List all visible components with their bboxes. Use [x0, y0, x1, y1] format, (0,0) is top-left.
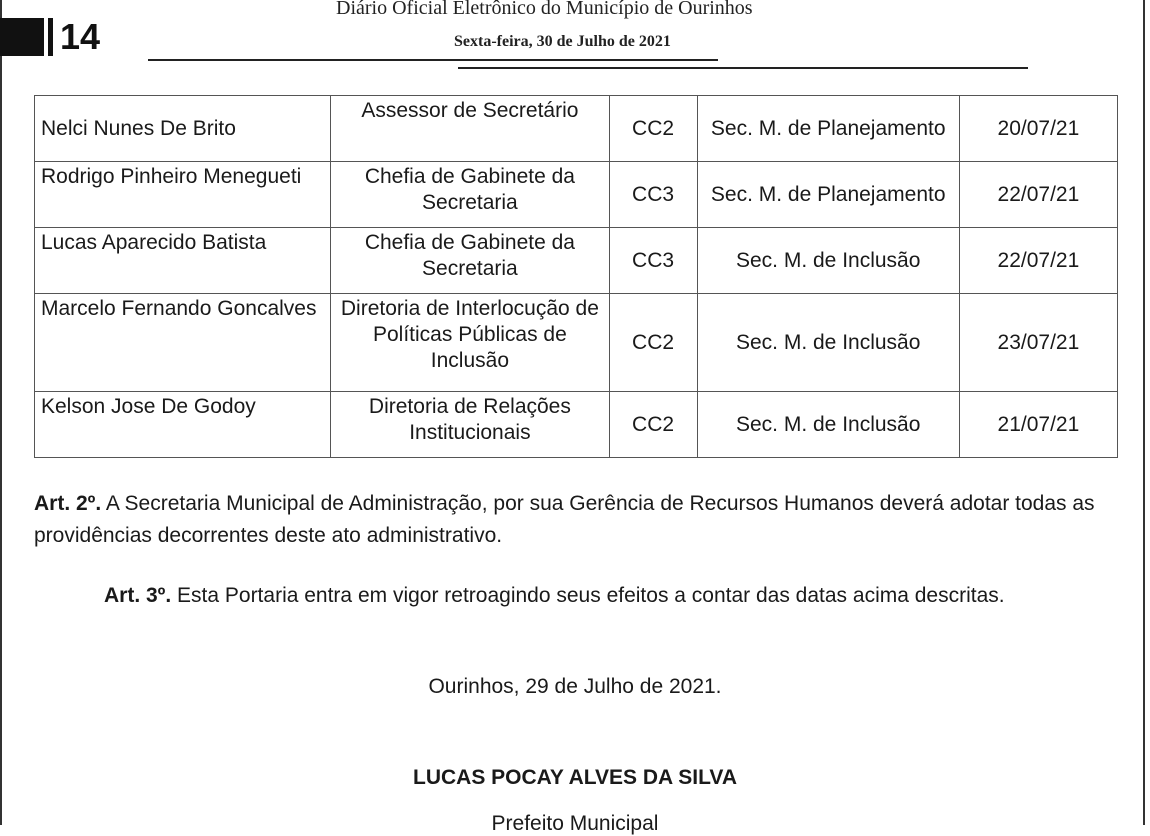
appointments-table	[34, 95, 1118, 458]
cell-department: Sec. M. de Inclusão	[697, 392, 959, 458]
cell-level: CC2	[609, 96, 697, 162]
signer-role: Prefeito Municipal	[491, 812, 659, 835]
table-row	[35, 96, 1118, 162]
cell-name: Rodrigo Pinheiro Menegueti	[35, 162, 331, 228]
cell-role: Diretoria de Interlocução de Políticas Públicas de Inclusão	[331, 294, 609, 392]
cell-role: Diretoria de Relações Institucionais	[331, 392, 609, 458]
cell-date: 23/07/21	[959, 294, 1117, 392]
cell-department: Sec. M. de Inclusão	[697, 228, 959, 294]
cell-level: CC2	[609, 294, 697, 392]
cell-date: 22/07/21	[959, 162, 1117, 228]
signer-name: LUCAS POCAY ALVES DA SILVA	[413, 766, 737, 789]
place-date: Ourinhos, 29 de Julho de 2021.	[428, 675, 722, 698]
table-row	[35, 228, 1118, 294]
gazette-date: Sexta-feira, 30 de Julho de 2021	[454, 33, 671, 50]
cell-date: 20/07/21	[959, 96, 1117, 162]
cell-name: Nelci Nunes De Brito	[35, 96, 331, 162]
cell-role: Assessor de Secretário	[331, 96, 609, 162]
cell-department: Sec. M. de Inclusão	[697, 294, 959, 392]
page-marker-block	[0, 18, 44, 56]
article-2-text: A Secretaria Municipal de Administração, por sua Gerência de Recursos Humanos deverá adotar todas as providências decorrentes deste ato administrativo.	[34, 492, 1095, 547]
table-row	[35, 392, 1118, 458]
page-number: 14	[60, 16, 101, 57]
cell-date: 21/07/21	[959, 392, 1117, 458]
article-2	[34, 488, 1122, 552]
cell-role: Chefia de Gabinete da Secretaria	[331, 162, 609, 228]
cell-name: Marcelo Fernando Goncalves	[35, 294, 331, 392]
cell-name: Lucas Aparecido Batista	[35, 228, 331, 294]
cell-department: Sec. M. de Planejamento	[697, 162, 959, 228]
gazette-title: Diário Oficial Eletrônico do Município de Ourinhos	[336, 0, 753, 19]
cell-level: CC2	[609, 392, 697, 458]
article-3	[104, 580, 1134, 612]
header-rule	[458, 67, 1028, 69]
article-3-label: Art. 3º.	[104, 584, 172, 607]
table-row	[35, 294, 1118, 392]
cell-name: Kelson Jose De Godoy	[35, 392, 331, 458]
header-rule	[148, 59, 718, 61]
page-marker-bar	[48, 18, 53, 56]
article-3-text: Esta Portaria entra em vigor retroagindo seus efeitos a contar das datas acima descritas.	[171, 584, 1005, 607]
cell-date: 22/07/21	[959, 228, 1117, 294]
cell-level: CC3	[609, 162, 697, 228]
cell-role: Chefia de Gabinete da Secretaria	[331, 228, 609, 294]
cell-level: CC3	[609, 228, 697, 294]
article-2-label: Art. 2º.	[34, 492, 102, 515]
cell-department: Sec. M. de Planejamento	[697, 96, 959, 162]
table-row	[35, 162, 1118, 228]
